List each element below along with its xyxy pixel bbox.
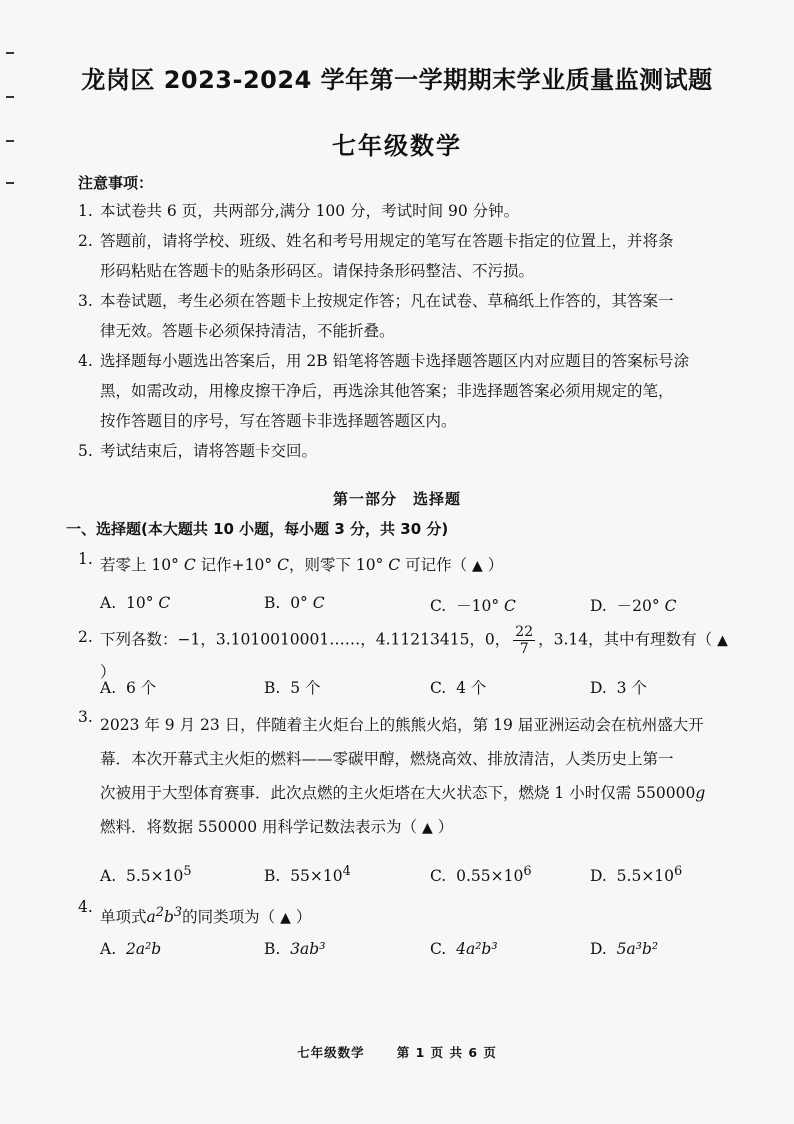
option-label: C. <box>430 597 447 615</box>
option-value: －20° <box>616 597 660 615</box>
stem-text: ，3.14，其中有理数有（ <box>538 630 713 649</box>
fraction-denominator: 7 <box>519 641 529 657</box>
option-label: D. <box>590 597 607 615</box>
option-label: B. <box>264 594 281 612</box>
option-exponent: 6 <box>674 864 683 879</box>
option-c <box>430 940 498 958</box>
stem-text: ） <box>100 663 116 681</box>
unit-symbol: C <box>388 556 401 574</box>
note-line: 按作答题目的序号，写在答题卡非选择题答题区内。 <box>100 412 457 430</box>
note-line: 黑，如需改动，用橡皮擦干净后，再选涂其他答案；非选择题答案必须用规定的笔， <box>100 382 674 400</box>
edge-mark <box>6 182 14 184</box>
stem-text: 下列各数：−1，3.1010010001……，4.11213415，0， <box>100 630 511 649</box>
option-label: A. <box>100 940 117 958</box>
notes-heading: 注意事项： <box>78 174 154 192</box>
notes-list <box>78 196 738 466</box>
option-c <box>430 594 516 616</box>
option-value: 3ab³ <box>290 940 326 958</box>
note-line: 形码粘贴在答题卡的贴条形码区。请保持条形码整洁、不污损。 <box>100 262 535 280</box>
option-label: B. <box>264 940 281 958</box>
option-value: 6 个 <box>125 679 157 697</box>
option-label: C. <box>430 867 447 886</box>
option-a <box>100 676 156 698</box>
monomial-expression: $a^2b^3$ <box>146 905 183 927</box>
option-value: 5.5×10 <box>125 867 184 886</box>
option-value: 4a²b³ <box>456 940 498 958</box>
option-label: A. <box>100 594 117 612</box>
option-value: 55×10 <box>290 867 343 886</box>
note-line: 本试卷共 6 页，共两部分,满分 100 分，考试时间 90 分钟。 <box>100 202 520 220</box>
option-a <box>100 940 161 958</box>
option-value: 0° <box>290 594 308 612</box>
exam-title: 龙岗区 2023-2024 学年第一学期期末学业质量监测试题 <box>81 66 713 94</box>
note-line: 本卷试题，考生必须在答题卡上按规定作答；凡在试卷、草稿纸上作答的，其答案一 <box>100 292 674 310</box>
stem-text: ） <box>295 908 312 927</box>
footer-page-number: 第 1 页 共 6 页 <box>396 1045 497 1060</box>
stem-line <box>100 810 748 845</box>
option-b <box>264 676 320 698</box>
question-number: 3. <box>78 708 93 726</box>
stem-text: 若零上 10° <box>100 556 179 574</box>
option-value: 5 个 <box>290 679 321 697</box>
option-d <box>590 594 676 616</box>
option-b <box>264 594 325 612</box>
answer-placeholder-triangle: ▲ <box>472 558 483 574</box>
stem-text: 的同类项为（ <box>182 908 276 927</box>
option-value: 3 个 <box>616 679 647 697</box>
note-number: 4. <box>78 352 93 370</box>
unit-symbol: C <box>183 556 196 574</box>
option-label: C. <box>430 940 447 958</box>
option-label: C. <box>430 679 447 697</box>
part-heading: 第一部分 选择题 <box>332 490 461 508</box>
option-value: －10° <box>456 597 500 615</box>
question-stem <box>78 550 748 581</box>
option-label: A. <box>100 867 117 886</box>
option-a <box>100 864 192 885</box>
option-value: 5.5×10 <box>616 867 675 886</box>
option-exponent: 4 <box>342 864 351 879</box>
option-exponent: 5 <box>183 864 192 879</box>
note-line: 考试结束后，请将答题卡交回。 <box>100 442 318 460</box>
unit-symbol: C <box>504 597 516 615</box>
edge-mark <box>6 96 14 98</box>
note-line: 答题前，请将学校、班级、姓名和考号用规定的笔写在答题卡指定的位置上，并将条 <box>100 232 674 250</box>
question-1 <box>78 550 748 581</box>
note-item <box>78 196 738 226</box>
option-value: 0.55×10 <box>456 867 524 886</box>
fraction <box>513 624 535 657</box>
question-4 <box>78 898 748 933</box>
stem-text: 可记作（ <box>405 556 468 574</box>
option-label: B. <box>264 867 281 886</box>
question-3 <box>78 708 748 845</box>
option-d <box>590 676 647 698</box>
note-line: 律无效。答题卡必须保持清洁，不能折叠。 <box>100 322 395 340</box>
option-c <box>430 676 486 698</box>
answer-placeholder-triangle: ▲ <box>280 910 291 927</box>
note-item <box>78 286 738 346</box>
stem-line: 2023 年 9 月 23 日，伴随着主火炬台上的熊熊火焰，第 19 届亚洲运动会在杭州盛大开 <box>100 716 704 734</box>
question-stem <box>78 624 748 687</box>
stem-text: 燃料．将数据 550000 用科学记数法表示为（ <box>100 818 418 836</box>
note-number: 3. <box>78 292 93 310</box>
note-number: 2. <box>78 232 93 250</box>
option-value: 10° <box>125 594 154 612</box>
unit-symbol: g <box>695 784 706 802</box>
note-number: 1. <box>78 202 93 220</box>
exam-subtitle: 七年级数学 <box>332 132 462 160</box>
option-b <box>264 864 351 885</box>
stem-text: 单项式 <box>100 908 147 927</box>
stem-text: ，则零下 10° <box>288 556 384 574</box>
fraction-numerator: 22 <box>515 624 534 640</box>
option-label: D. <box>590 940 607 958</box>
option-label: D. <box>590 679 607 697</box>
question-2 <box>78 624 748 687</box>
option-value: 5a³b² <box>616 940 659 958</box>
stem-line <box>100 776 748 810</box>
unit-symbol: C <box>312 594 325 612</box>
option-label: B. <box>264 679 281 697</box>
question-stem <box>78 898 748 933</box>
option-b <box>264 940 325 958</box>
stem-text: ） <box>437 818 454 836</box>
unit-symbol: C <box>158 594 171 612</box>
question-number: 4. <box>78 898 93 916</box>
option-a <box>100 594 170 612</box>
note-item <box>78 226 738 286</box>
section-heading: 一、选择题(本大题共 10 小题，每小题 3 分，共 30 分) <box>66 520 449 538</box>
option-exponent: 6 <box>523 864 532 879</box>
option-label: D. <box>590 867 607 886</box>
stem-text: 记作+10° <box>200 556 273 574</box>
question-number: 1. <box>78 550 93 568</box>
option-d <box>590 864 682 885</box>
note-number: 5. <box>78 442 93 460</box>
stem-text: 次被用于大型体育赛事．此次点燃的主火炬塔在大火状态下，燃烧 1 小时仅需 550000 <box>100 784 696 802</box>
option-label: A. <box>100 679 117 697</box>
page-footer <box>0 1043 794 1061</box>
unit-symbol: C <box>664 597 677 615</box>
note-item <box>78 346 738 436</box>
footer-subject: 七年级数学 <box>297 1045 365 1060</box>
option-value: 4 个 <box>456 679 487 697</box>
stem-text: ） <box>487 556 504 574</box>
unit-symbol: C <box>277 556 289 574</box>
edge-mark <box>6 52 14 54</box>
answer-placeholder-triangle: ▲ <box>421 820 433 836</box>
stem-line: 幕．本次开幕式主火炬的燃料——零碳甲醇，燃烧高效、排放清洁，人类历史上第一 <box>100 750 674 768</box>
option-c <box>430 864 532 885</box>
note-item <box>78 436 738 466</box>
answer-placeholder-triangle: ▲ <box>717 632 728 649</box>
option-value: 2a²b <box>125 940 162 958</box>
note-line: 选择题每小题选出答案后，用 2B 铅笔将答题卡选择题答题区内对应题目的答案标号涂 <box>100 352 690 370</box>
question-number: 2. <box>78 628 93 646</box>
question-stem <box>78 708 748 845</box>
option-d <box>590 940 658 958</box>
